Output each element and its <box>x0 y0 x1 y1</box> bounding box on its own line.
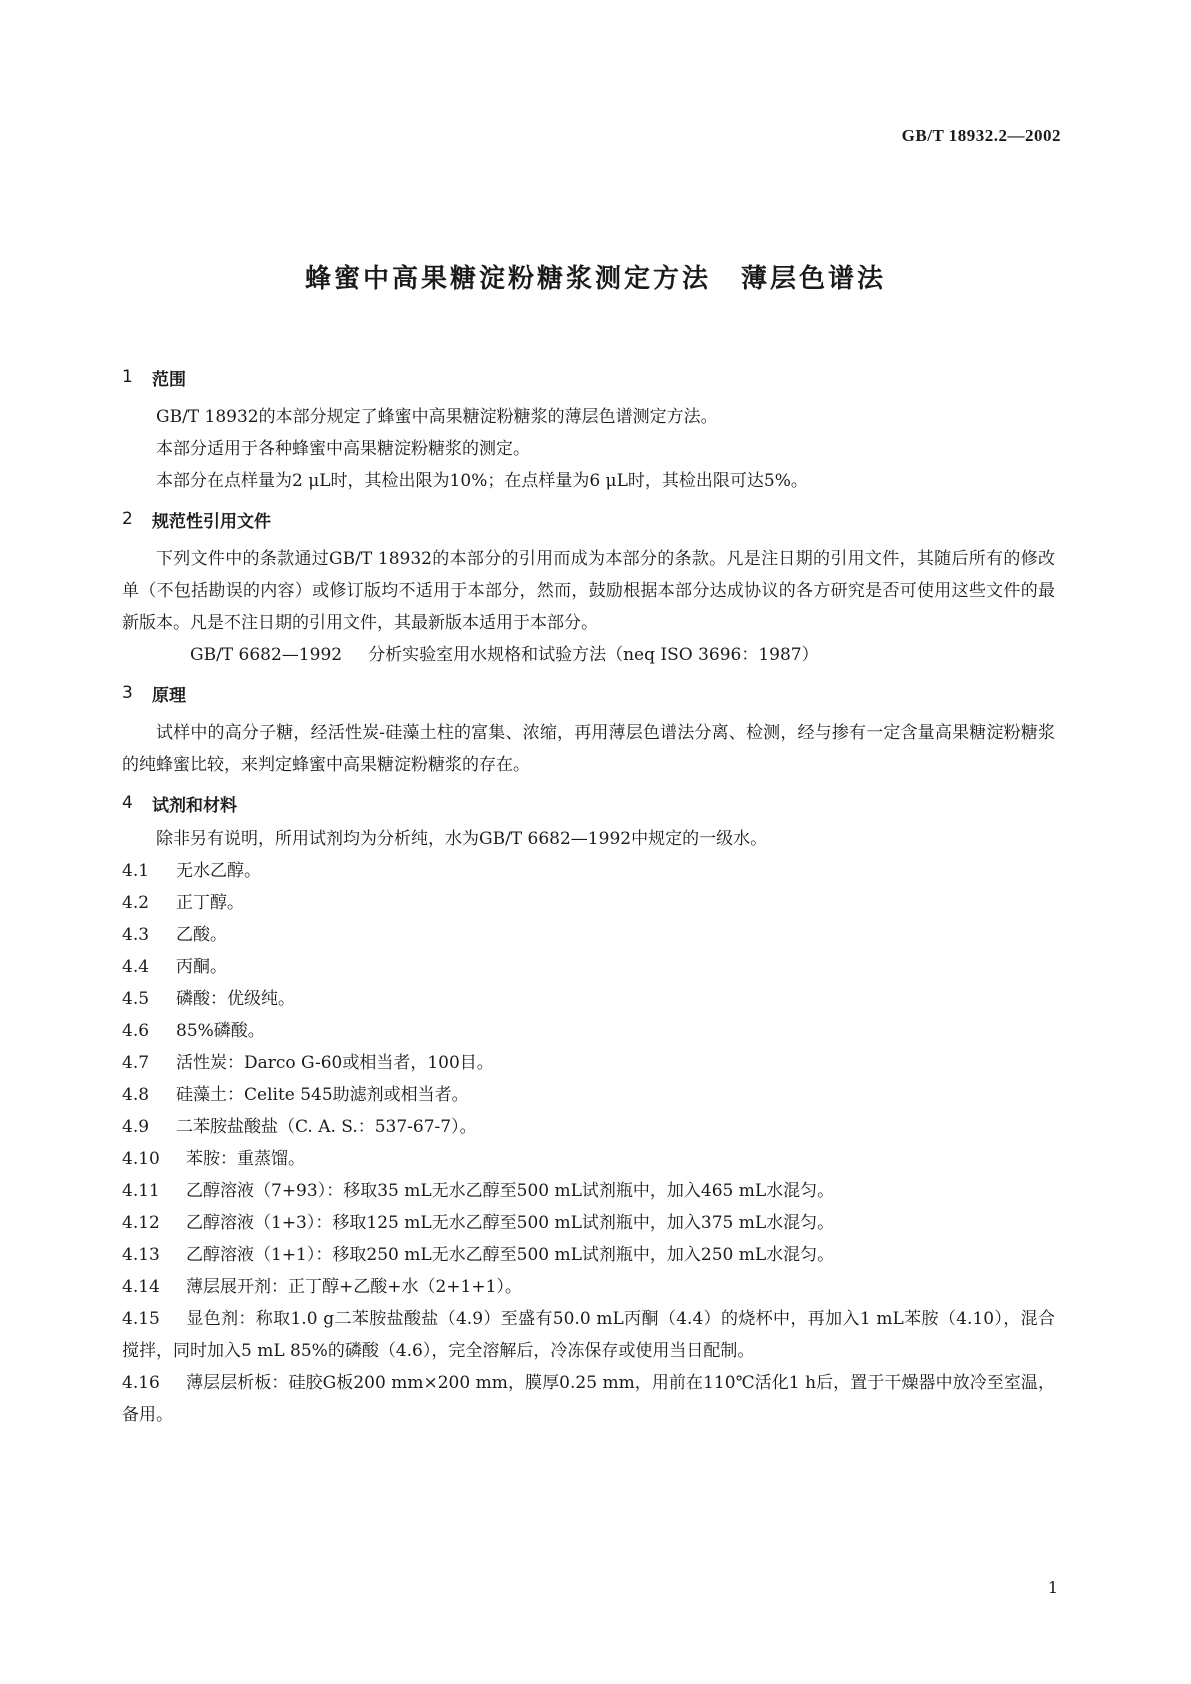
reagents-intro: 除非另有说明，所用试剂均为分析纯，水为GB/T 6682—1992中规定的一级水。 <box>156 829 768 849</box>
list-item <box>122 951 1055 983</box>
item-text: 正丁醇。 <box>176 893 244 913</box>
item-number: 4.7 <box>122 1053 150 1073</box>
section-number: 2 <box>122 509 133 529</box>
item-number: 4.13 <box>122 1245 160 1265</box>
list-item <box>122 1143 1055 1175</box>
section-number: 1 <box>122 367 133 387</box>
section-heading-scope <box>122 365 1055 389</box>
scope-paragraph-1: GB/T 18932的本部分规定了蜂蜜中高果糖淀粉糖浆的薄层色谱测定方法。 <box>156 407 718 427</box>
item-text: 磷酸：优级纯。 <box>176 989 295 1009</box>
section-heading-reagents <box>122 791 1055 815</box>
standard-code: GB/T 18932.2—2002 <box>901 126 1061 145</box>
list-item <box>122 1015 1055 1047</box>
section-heading-normative-references <box>122 507 1055 531</box>
item-number: 4.14 <box>122 1277 160 1297</box>
title-sub: 薄层色谱法 <box>741 264 887 294</box>
list-item <box>122 983 1055 1015</box>
item-text: 硅藻土：Celite 545助滤剂或相当者。 <box>176 1085 469 1105</box>
section-number: 4 <box>122 793 133 813</box>
item-text: 乙酸。 <box>176 925 227 945</box>
page-number: 1 <box>1047 1578 1058 1597</box>
item-number: 4.12 <box>122 1213 160 1233</box>
list-item <box>122 1271 1055 1303</box>
item-text: 薄层展开剂：正丁醇+乙酸+水（2+1+1）。 <box>186 1277 522 1297</box>
principle-paragraph: 试样中的高分子糖，经活性炭-硅藻土柱的富集、浓缩，再用薄层色谱法分离、检测，经与掺有一定含量高果糖淀粉糖浆的纯蜂蜜比较，来判定蜂蜜中高果糖淀粉糖浆的存在。 <box>122 723 1055 775</box>
list-item <box>122 1111 1055 1143</box>
item-number: 4.8 <box>122 1085 150 1105</box>
list-item <box>122 1367 1055 1431</box>
item-text: 乙醇溶液（1+1）：移取250 mL无水乙醇至500 mL试剂瓶中，加入250 mL水混匀。 <box>186 1245 835 1265</box>
section-heading-principle <box>122 681 1055 705</box>
item-number: 4.5 <box>122 989 150 1009</box>
list-item <box>122 887 1055 919</box>
item-text: 乙醇溶液（7+93）：移取35 mL无水乙醇至500 mL试剂瓶中，加入465 mL水混匀。 <box>186 1181 835 1201</box>
list-item <box>122 1239 1055 1271</box>
section-title: 试剂和材料 <box>152 795 237 816</box>
item-number: 4.11 <box>122 1181 160 1201</box>
reference-entry <box>122 639 1055 671</box>
item-number: 4.9 <box>122 1117 150 1137</box>
item-text: 苯胺：重蒸馏。 <box>186 1149 305 1169</box>
item-text: 显色剂：称取1.0 g二苯胺盐酸盐（4.9）至盛有50.0 mL丙酮（4.4）的烧杯中，再加入1 mL苯胺（4.10），混合搅拌，同时加入5 mL 85%的磷酸（4.6），完全溶解后，冷冻保存或使用当日配制。 <box>122 1309 1055 1361</box>
section-number: 3 <box>122 683 133 703</box>
list-item <box>122 1175 1055 1207</box>
item-text: 85%磷酸。 <box>176 1021 265 1041</box>
scope-paragraph-2: 本部分适用于各种蜂蜜中高果糖淀粉糖浆的测定。 <box>156 439 530 459</box>
reference-title: 分析实验室用水规格和试验方法（neq ISO 3696：1987） <box>368 645 819 665</box>
list-item <box>122 919 1055 951</box>
item-number: 4.2 <box>122 893 150 913</box>
item-text: 薄层层析板：硅胶G板200 mm×200 mm，膜厚0.25 mm，用前在110℃活化1 h后，置于干燥器中放冷至室温，备用。 <box>122 1373 1055 1425</box>
title-main: 蜂蜜中高果糖淀粉糖浆测定方法 <box>304 264 711 294</box>
document-title <box>0 258 1191 295</box>
scope-paragraph-3: 本部分在点样量为2 μL时，其检出限为10%；在点样量为6 μL时，其检出限可达5%。 <box>156 471 808 491</box>
item-number: 4.6 <box>122 1021 150 1041</box>
list-item <box>122 1047 1055 1079</box>
list-item <box>122 1303 1055 1367</box>
item-text: 二苯胺盐酸盐（C. A. S.：537-67-7）。 <box>176 1117 477 1137</box>
item-number: 4.1 <box>122 861 150 881</box>
reference-code: GB/T 6682—1992 <box>190 645 343 665</box>
item-number: 4.10 <box>122 1149 160 1169</box>
document-body <box>122 365 1055 1431</box>
item-text: 活性炭：Darco G-60或相当者，100目。 <box>176 1053 494 1073</box>
item-text: 丙酮。 <box>176 957 227 977</box>
section-title: 范围 <box>152 369 186 390</box>
list-item <box>122 1079 1055 1111</box>
references-paragraph: 下列文件中的条款通过GB/T 18932的本部分的引用而成为本部分的条款。凡是注日期的引用文件，其随后所有的修改单（不包括勘误的内容）或修订版均不适用于本部分，然而，鼓励根据本部分达成协议的各方研究是否可使用这些文件的最新版本。凡是不注日期的引用文件，其最新版本适用于本部分。 <box>122 549 1055 633</box>
item-number: 4.3 <box>122 925 150 945</box>
list-item <box>122 1207 1055 1239</box>
item-number: 4.16 <box>122 1373 160 1393</box>
item-text: 无水乙醇。 <box>176 861 261 881</box>
section-title: 原理 <box>152 685 186 706</box>
item-text: 乙醇溶液（1+3）：移取125 mL无水乙醇至500 mL试剂瓶中，加入375 mL水混匀。 <box>186 1213 835 1233</box>
list-item <box>122 855 1055 887</box>
section-title: 规范性引用文件 <box>152 511 271 532</box>
item-number: 4.15 <box>122 1309 160 1329</box>
item-number: 4.4 <box>122 957 150 977</box>
